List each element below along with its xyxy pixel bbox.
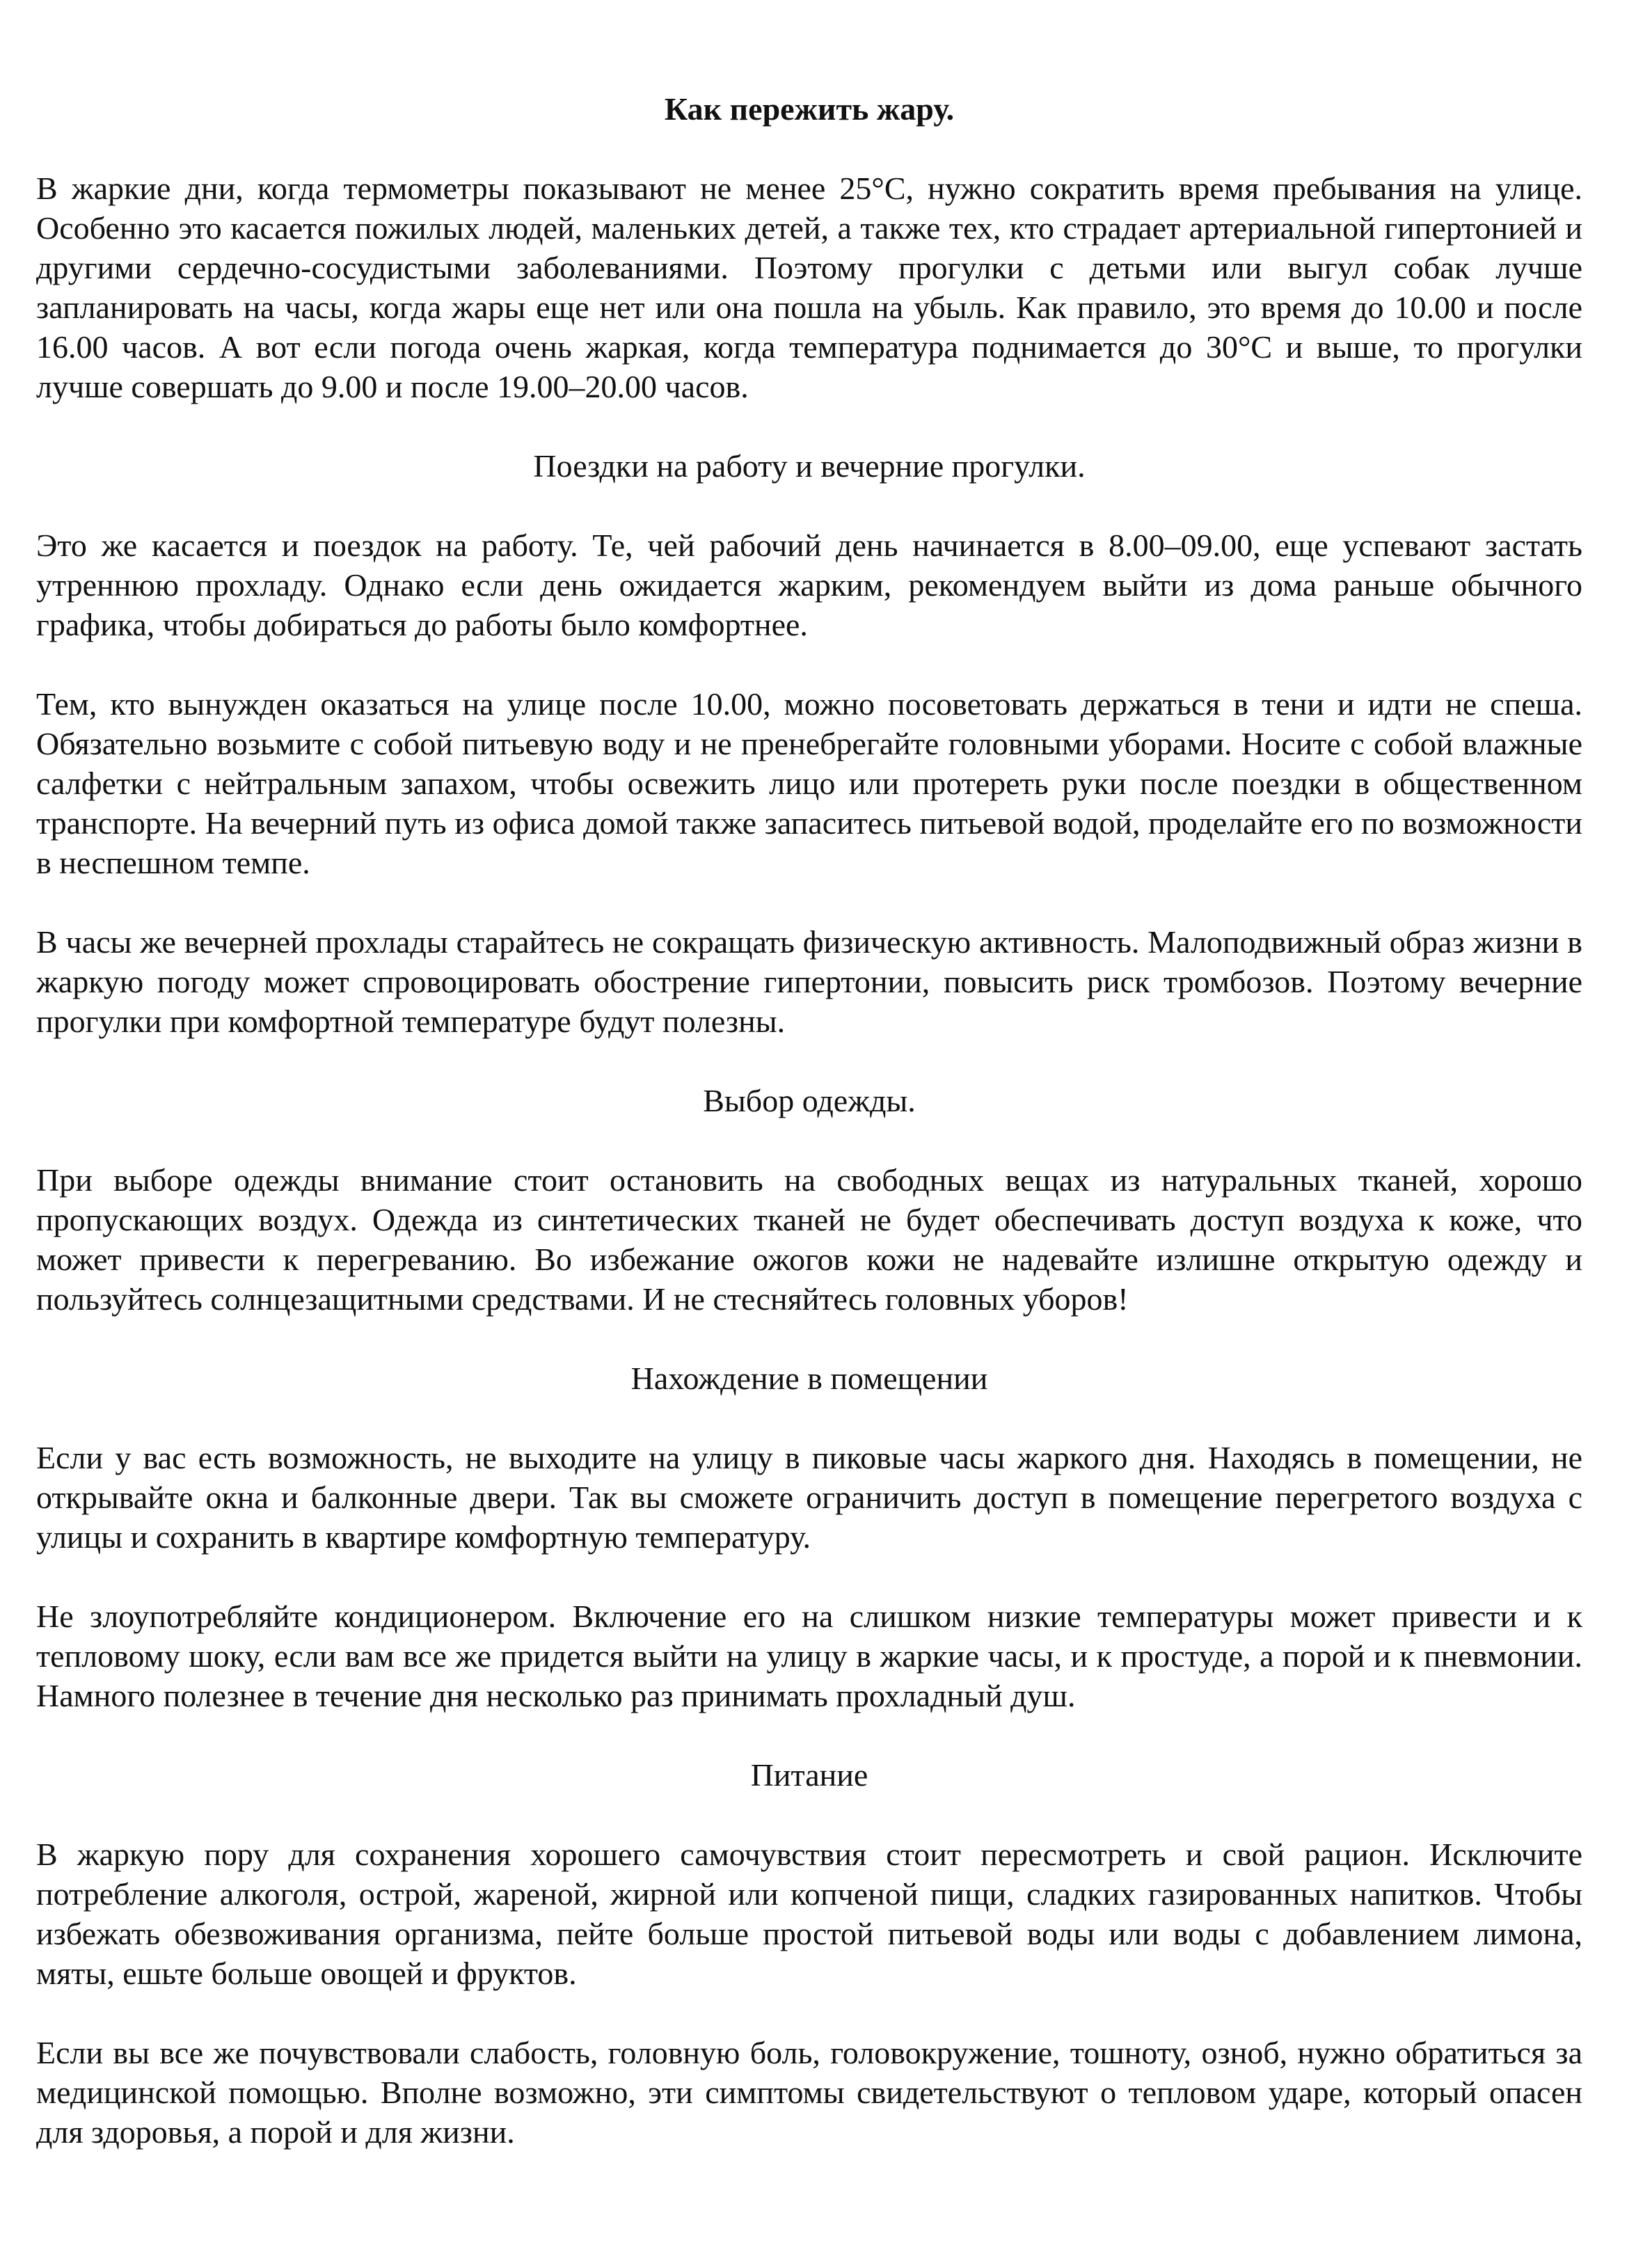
document-title: Как пережить жару. bbox=[664, 91, 955, 127]
paragraph: Тем, кто вынужден оказаться на улице после 10.00, можно посоветовать держаться в тени и идти не спеша. Обязательно возьмите с собой питьевую воду и не пренебрегайте головными уборами. Носите с собой влажные салфетки с нейтральным запахом, чтобы освежить лицо или протереть руки после поездки в общественном транспорте. На вечерний путь из офиса домой также запаситесь питьевой водой, проделайте его по возможности в неспешном темпе. bbox=[36, 686, 1582, 880]
section-heading-clothing: Выбор одежды. bbox=[703, 1083, 916, 1118]
section-heading-nutrition: Питание bbox=[750, 1757, 868, 1793]
paragraph: В жаркую пору для сохранения хорошего самочувствия стоит пересмотреть и свой рацион. Исключите потребление алкоголя, острой, жареной, жирной или копченой пищи, сладких газированных напитков. Чтобы избежать обезвоживания организма, пейте больше простой питьевой воды или воды с добавлением лимона, мяты, ешьте больше овощей и фруктов. bbox=[36, 1837, 1582, 1991]
section-heading-indoors: Нахождение в помещении bbox=[630, 1361, 988, 1396]
paragraph: Если вы все же почувствовали слабость, головную боль, головокружение, тошноту, озноб, нужно обратиться за медицинской помощью. Вполне возможно, эти симптомы свидетельствуют о тепловом ударе, который опасен для здоровья, а порой и для жизни. bbox=[36, 2035, 1582, 2150]
paragraph: При выборе одежды внимание стоит остановить на свободных вещах из натуральных тканей, хорошо пропускающих воздух. Одежда из синтетических тканей не будет обеспечивать доступ воздуха к коже, что может привести к перегреванию. Во избежание ожогов кожи не надевайте излишне открытую одежду и пользуйтесь солнцезащитными средствами. И не стесняйтесь головных уборов! bbox=[36, 1162, 1582, 1317]
paragraph: Если у вас есть возможность, не выходите на улицу в пиковые часы жаркого дня. Находясь в помещении, не открывайте окна и балконные двери. Так вы сможете ограничить доступ в помещение перегретого воздуха с улицы и сохранить в квартире комфортную температуру. bbox=[36, 1440, 1582, 1555]
paragraph: Не злоупотребляйте кондиционером. Включение его на слишком низкие температуры может привести и к тепловому шоку, если вам все же придется выйти на улицу в жаркие часы, и к простуде, а порой и к пневмонии. Намного полезнее в течение дня несколько раз принимать прохладный душ. bbox=[36, 1599, 1582, 1713]
intro-paragraph: В жаркие дни, когда термометры показывают не менее 25°С, нужно сократить время пребывания на улице. Особенно это касается пожилых людей, маленьких детей, а также тех, кто страдает артериальной гипертонией и другими сердечно-сосудистыми заболеваниями. Поэтому прогулки с детьми или выгул собак лучше запланировать на часы, когда жары еще нет или она пошла на убыль. Как правило, это время до 10.00 и после 16.00 часов. А вот если погода очень жаркая, когда температура поднимается до 30°С и выше, то прогулки лучше совершать до 9.00 и после 19.00–20.00 часов. bbox=[36, 171, 1582, 404]
paragraph: В часы же вечерней прохлады старайтесь не сокращать физическую активность. Малоподвижный образ жизни в жаркую погоду может спровоцировать обострение гипертонии, повысить риск тромбозов. Поэтому вечерние прогулки при комфортной температуре будут полезны. bbox=[36, 924, 1582, 1039]
section-heading-commute: Поездки на работу и вечерние прогулки. bbox=[533, 448, 1086, 484]
paragraph: Это же касается и поездок на работу. Те, чей рабочий день начинается в 8.00–09.00, еще успевают застать утреннюю прохладу. Однако если день ожидается жарким, рекомендуем выйти из дома раньше обычного графика, чтобы добираться до работы было комфортнее. bbox=[36, 528, 1582, 642]
document-page bbox=[36, 89, 1582, 2152]
